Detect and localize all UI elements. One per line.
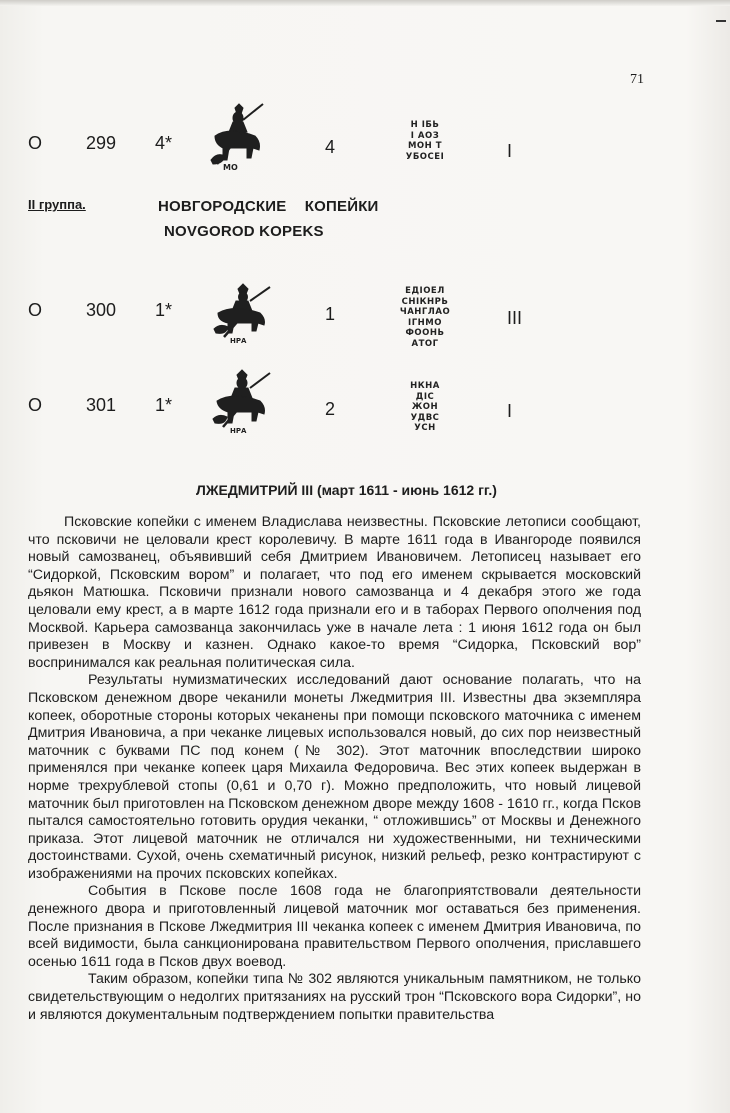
paragraph: События в Пскове после 1608 года не благоприятствовали деятельности денежного двора и приготовленный лицевой маточник мог оставаться без применения. После признания в Пскове Лжедмитрия III чеканка копеек с именем Дмитрия Ивановича, по всей видимости, была санкционирована правительством Первого ополчения, приславшего осенью 1611 года в Псков двух воевод. <box>28 883 641 970</box>
coin-weight: 4 <box>325 137 336 157</box>
coin-number: 299 <box>86 133 117 153</box>
svg-text:НРА: НРА <box>230 427 247 435</box>
svg-text:МО: МО <box>223 163 238 172</box>
coin-weight: 2 <box>325 399 336 419</box>
coin-rarity: 4* <box>155 133 173 153</box>
coin-group: I <box>507 401 513 421</box>
coin-reverse-inscription: ЕДІОЕЛ СНІКНРЬ ЧАНГЛАО ІГНМО ФООНЬ АТОГ <box>399 286 451 349</box>
coin-weight: 1 <box>325 304 336 324</box>
group-title-ru: НОВГОРОДСКИЕ КОПЕЙКИ <box>158 198 379 215</box>
coin-reverse-inscription: Н ІБЬ І АОЗ МОН Т УБОСЕІ <box>405 120 445 162</box>
coin-number: 300 <box>86 300 117 320</box>
coin-row-299 <box>0 100 730 190</box>
coin-rarity: 1* <box>155 395 173 415</box>
scan-edge <box>0 0 730 6</box>
group-title-en: NOVGOROD KOPEKS <box>164 223 324 240</box>
paragraph: Результаты нумизматических исследований дают основание полагать, что на Псковском денежном дворе чеканили монеты Лжедмитрия III. Известны два экземпляра копеек, оборотные стороны которых чеканены при помощи псковского маточника с именем Дмитрия Ивановича, а при чеканке лицевых использовался новый, до сих пор неизвестный маточник с буквами ПС под конем (№ 302). Этот маточник впоследствии широко применялся при чеканке копеек царя Михаила Федоровича. Вес этих копеек выдержан в норме трехрублевой стопы (0,61 и 0,70 г). Можно предположить, что новый лицевой маточник был приготовлен на Псковском денежном дворе между 1608 - 1610 гг., когда Псков пытался самостоятельно готовить орудия чеканки, “ отложившись” от Москвы и Денежного приказа. Этот лицевой маточник не отличался ни художественными, ни техническими достоинствами. Сухой, очень схематичный рисунок, низкий рельеф, резко контрастируют с изображениями на прочих псковских копейках. <box>28 672 641 882</box>
coin-group: III <box>507 308 523 328</box>
group-label: II группа. <box>28 197 86 212</box>
body-text <box>28 514 641 1024</box>
coin-reverse-inscription: НКНА ДІС ЖОН УДВС УСН <box>410 381 440 433</box>
coin-obverse-horseman-image <box>205 102 269 174</box>
coin-obverse-horseman-image <box>210 369 274 435</box>
scan-mark <box>716 20 726 22</box>
coin-side: О <box>28 395 43 415</box>
coin-side: О <box>28 300 43 320</box>
coin-row-300 <box>0 280 730 370</box>
coin-row-301 <box>0 367 730 457</box>
coin-obverse-horseman-image <box>210 283 274 345</box>
page-number: 71 <box>630 72 644 87</box>
paragraph: Псковские копейки с именем Владислава неизвестны. Псковские летописи сообщают, что псковичи не целовали крест королевичу. В марте 1611 года в Ивангороде появился новый самозванец, объявивший себя Дмитрием Ивановичем. Летописец называет его “Сидоркой, Псковским вором” и полагает, что под его именем скрывается московский дьякон Матюшка. Псковичи признали нового самозванца и 4 декабря этого же года целовали ему крест, а в марте 1612 года признали его и в таборах Первого ополчения под Москвой. Карьера самозванца закончилась уже в начале лета : 1 июня 1612 года он был привезен в Москву и казнен. Однако какое-то время “Сидорка, Псковский вор” воспринимался как реальная политическая сила. <box>28 514 641 671</box>
paragraph: Таким образом, копейки типа № 302 являются уникальным памятником, не только свидетельствующим о недолгих притязаниях на русский трон “Псковского вора Сидорки”, но и являются документальным подтверждением попытки правительства <box>28 971 641 1023</box>
svg-text:НРА: НРА <box>230 337 247 345</box>
section-title: ЛЖЕДМИТРИЙ III (март 1611 - июнь 1612 гг.) <box>196 482 497 498</box>
coin-rarity: 1* <box>155 300 173 320</box>
coin-side: О <box>28 133 43 153</box>
coin-group: I <box>507 141 513 161</box>
coin-number: 301 <box>86 395 117 415</box>
